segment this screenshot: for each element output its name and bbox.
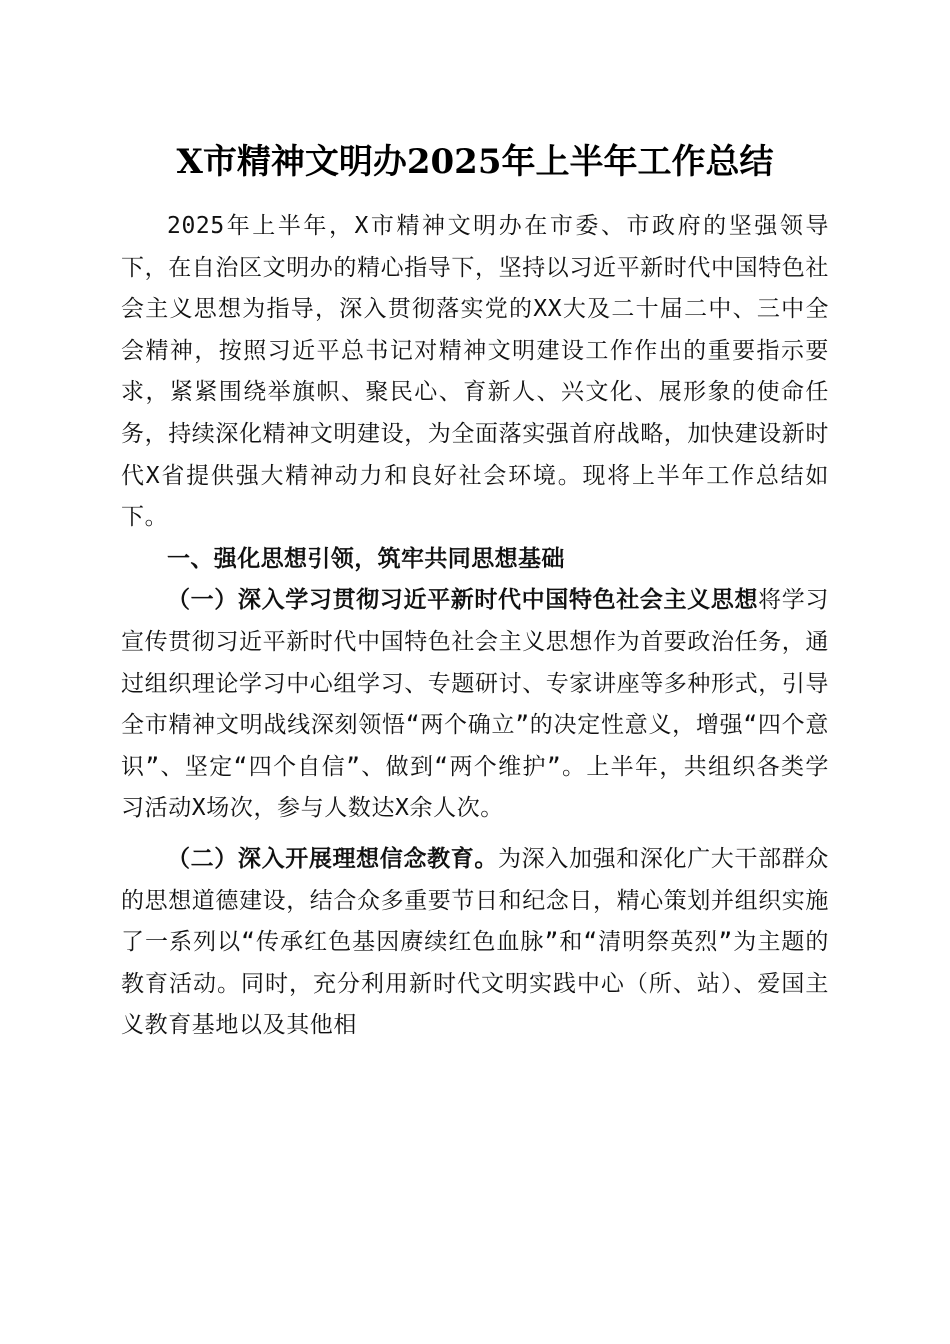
document-title: X市精神文明办2025年上半年工作总结 [176,142,774,182]
subsection-1-text: 将学习宣传贯彻习近平新时代中国特色社会主义思想作为首要政治任务，通过组织理论学习中心组学习、专题研讨、专家讲座等多种形式，引导全市精神文明战线深刻领悟“两个确立”的决定性意义，增强“四个意识”、坚定“四个自信”、做到“两个维护”。上半年，共组织各类学习活动X场次，参与人数达X余人次。 [121,587,829,822]
subsection-1-paragraph [121,580,829,830]
section-heading-1: 一、强化思想引领，筑牢共同思想基础 [167,545,565,572]
subsection-2-text: 为深入加强和深化广大干部群众的思想道德建设，结合众多重要节日和纪念日，精心策划并组织实施了一系列以“传承红色基因赓续红色血脉”和“清明祭英烈”为主题的教育活动。同时，充分利用新时代文明实践中心（所、站）、爱国主义教育基地以及其他相 [121,845,829,1039]
intro-paragraph: 2025年上半年，X市精神文明办在市委、市政府的坚强领导下，在自治区文明办的精心指导下，坚持以习近平新时代中国特色社会主义思想为指导，深入贯彻落实党的XX大及二十届二中、三中全会精神，按照习近平总书记对精神文明建设工作作出的重要指示要求，紧紧围绕举旗帜、聚民心、育新人、兴文化、展形象的使命任务，持续深化精神文明建设，为全面落实强首府战略，加快建设新时代X省提供强大精神动力和良好社会环境。现将上半年工作总结如下。 [121,213,829,531]
subsection-2-paragraph [121,839,829,1047]
subsection-heading-1: （一）深入学习贯彻习近平新时代中国特色社会主义思想 [167,587,759,614]
subsection-heading-2: （二）深入开展理想信念教育。 [167,845,499,872]
document-body [121,206,829,1047]
